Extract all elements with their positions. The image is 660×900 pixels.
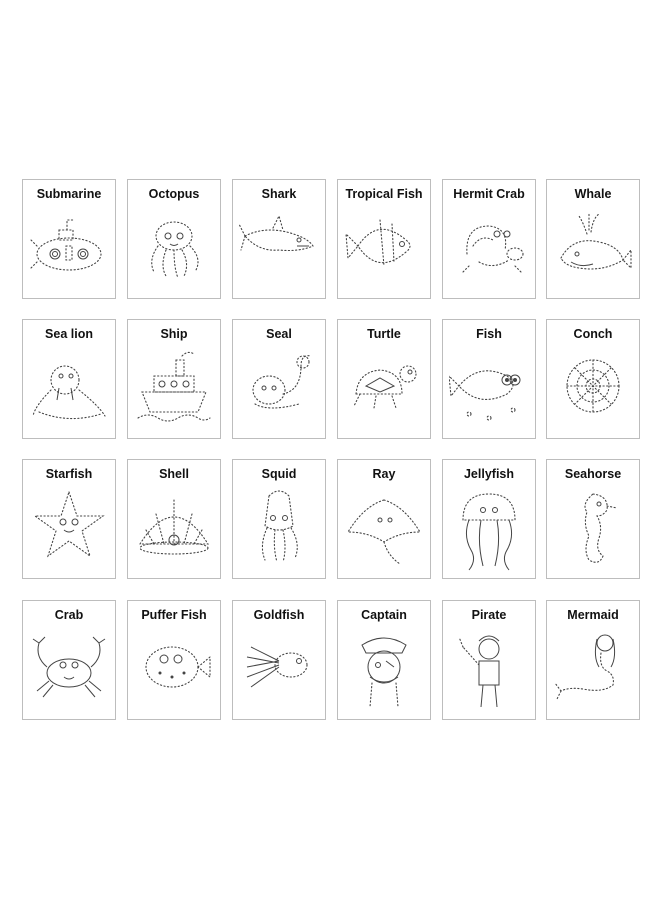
sea-lion-icon xyxy=(29,346,109,432)
squid-icon xyxy=(239,486,319,572)
activity-card xyxy=(442,459,536,579)
puffer-fish-icon xyxy=(134,627,214,713)
activity-card xyxy=(546,319,640,439)
turtle-icon xyxy=(344,346,424,432)
card-title: Puffer Fish xyxy=(141,608,207,622)
captain-icon xyxy=(344,627,424,713)
conch-icon xyxy=(553,346,633,432)
card-title: Starfish xyxy=(45,467,93,481)
card-title: Goldfish xyxy=(253,608,305,622)
card-title: Squid xyxy=(261,467,297,481)
activity-card xyxy=(337,459,431,579)
card-title: Octopus xyxy=(148,187,200,201)
activity-card xyxy=(337,179,431,299)
activity-card xyxy=(22,459,116,579)
jellyfish-icon xyxy=(449,486,529,572)
goldfish-icon xyxy=(239,627,319,713)
activity-card xyxy=(546,179,640,299)
activity-card xyxy=(22,600,116,720)
activity-card xyxy=(546,600,640,720)
card-title: Conch xyxy=(573,327,613,341)
seahorse-icon xyxy=(553,486,633,572)
card-title: Tropical Fish xyxy=(345,187,423,201)
activity-card xyxy=(232,600,326,720)
card-title: Whale xyxy=(574,187,612,201)
card-title: Seahorse xyxy=(564,467,622,481)
shark-icon xyxy=(239,206,319,292)
octopus-icon xyxy=(134,206,214,292)
mermaid-icon xyxy=(553,627,633,713)
card-title: Ship xyxy=(160,327,188,341)
card-title: Hermit Crab xyxy=(453,187,525,201)
card-title: Crab xyxy=(54,608,84,622)
activity-card xyxy=(127,179,221,299)
whale-icon xyxy=(553,206,633,292)
activity-card xyxy=(442,179,536,299)
activity-card xyxy=(337,319,431,439)
activity-card xyxy=(232,319,326,439)
card-title: Shark xyxy=(261,187,297,201)
ship-icon xyxy=(134,346,214,432)
pirate-icon xyxy=(449,627,529,713)
activity-card xyxy=(127,600,221,720)
card-title: Ray xyxy=(372,467,396,481)
activity-card xyxy=(442,319,536,439)
card-title: Captain xyxy=(361,608,407,622)
submarine-icon xyxy=(29,206,109,292)
activity-card xyxy=(232,179,326,299)
activity-card xyxy=(337,600,431,720)
activity-card xyxy=(127,319,221,439)
card-title: Pirate xyxy=(471,608,507,622)
activity-card xyxy=(546,459,640,579)
card-title: Turtle xyxy=(367,327,401,341)
hermit-crab-icon xyxy=(449,206,529,292)
activity-card xyxy=(22,179,116,299)
activity-card xyxy=(232,459,326,579)
fish-icon xyxy=(449,346,529,432)
card-title: Jellyfish xyxy=(463,467,515,481)
card-title: Shell xyxy=(159,467,189,481)
tropical-fish-icon xyxy=(344,206,424,292)
card-title: Sea lion xyxy=(45,327,93,341)
crab-icon xyxy=(29,627,109,713)
activity-card xyxy=(127,459,221,579)
activity-card xyxy=(442,600,536,720)
card-title: Seal xyxy=(266,327,292,341)
card-title: Fish xyxy=(476,327,502,341)
shell-icon xyxy=(134,486,214,572)
activity-card xyxy=(22,319,116,439)
card-title: Mermaid xyxy=(567,608,619,622)
seal-icon xyxy=(239,346,319,432)
ray-icon xyxy=(344,486,424,572)
starfish-icon xyxy=(29,486,109,572)
card-title: Submarine xyxy=(36,187,102,201)
